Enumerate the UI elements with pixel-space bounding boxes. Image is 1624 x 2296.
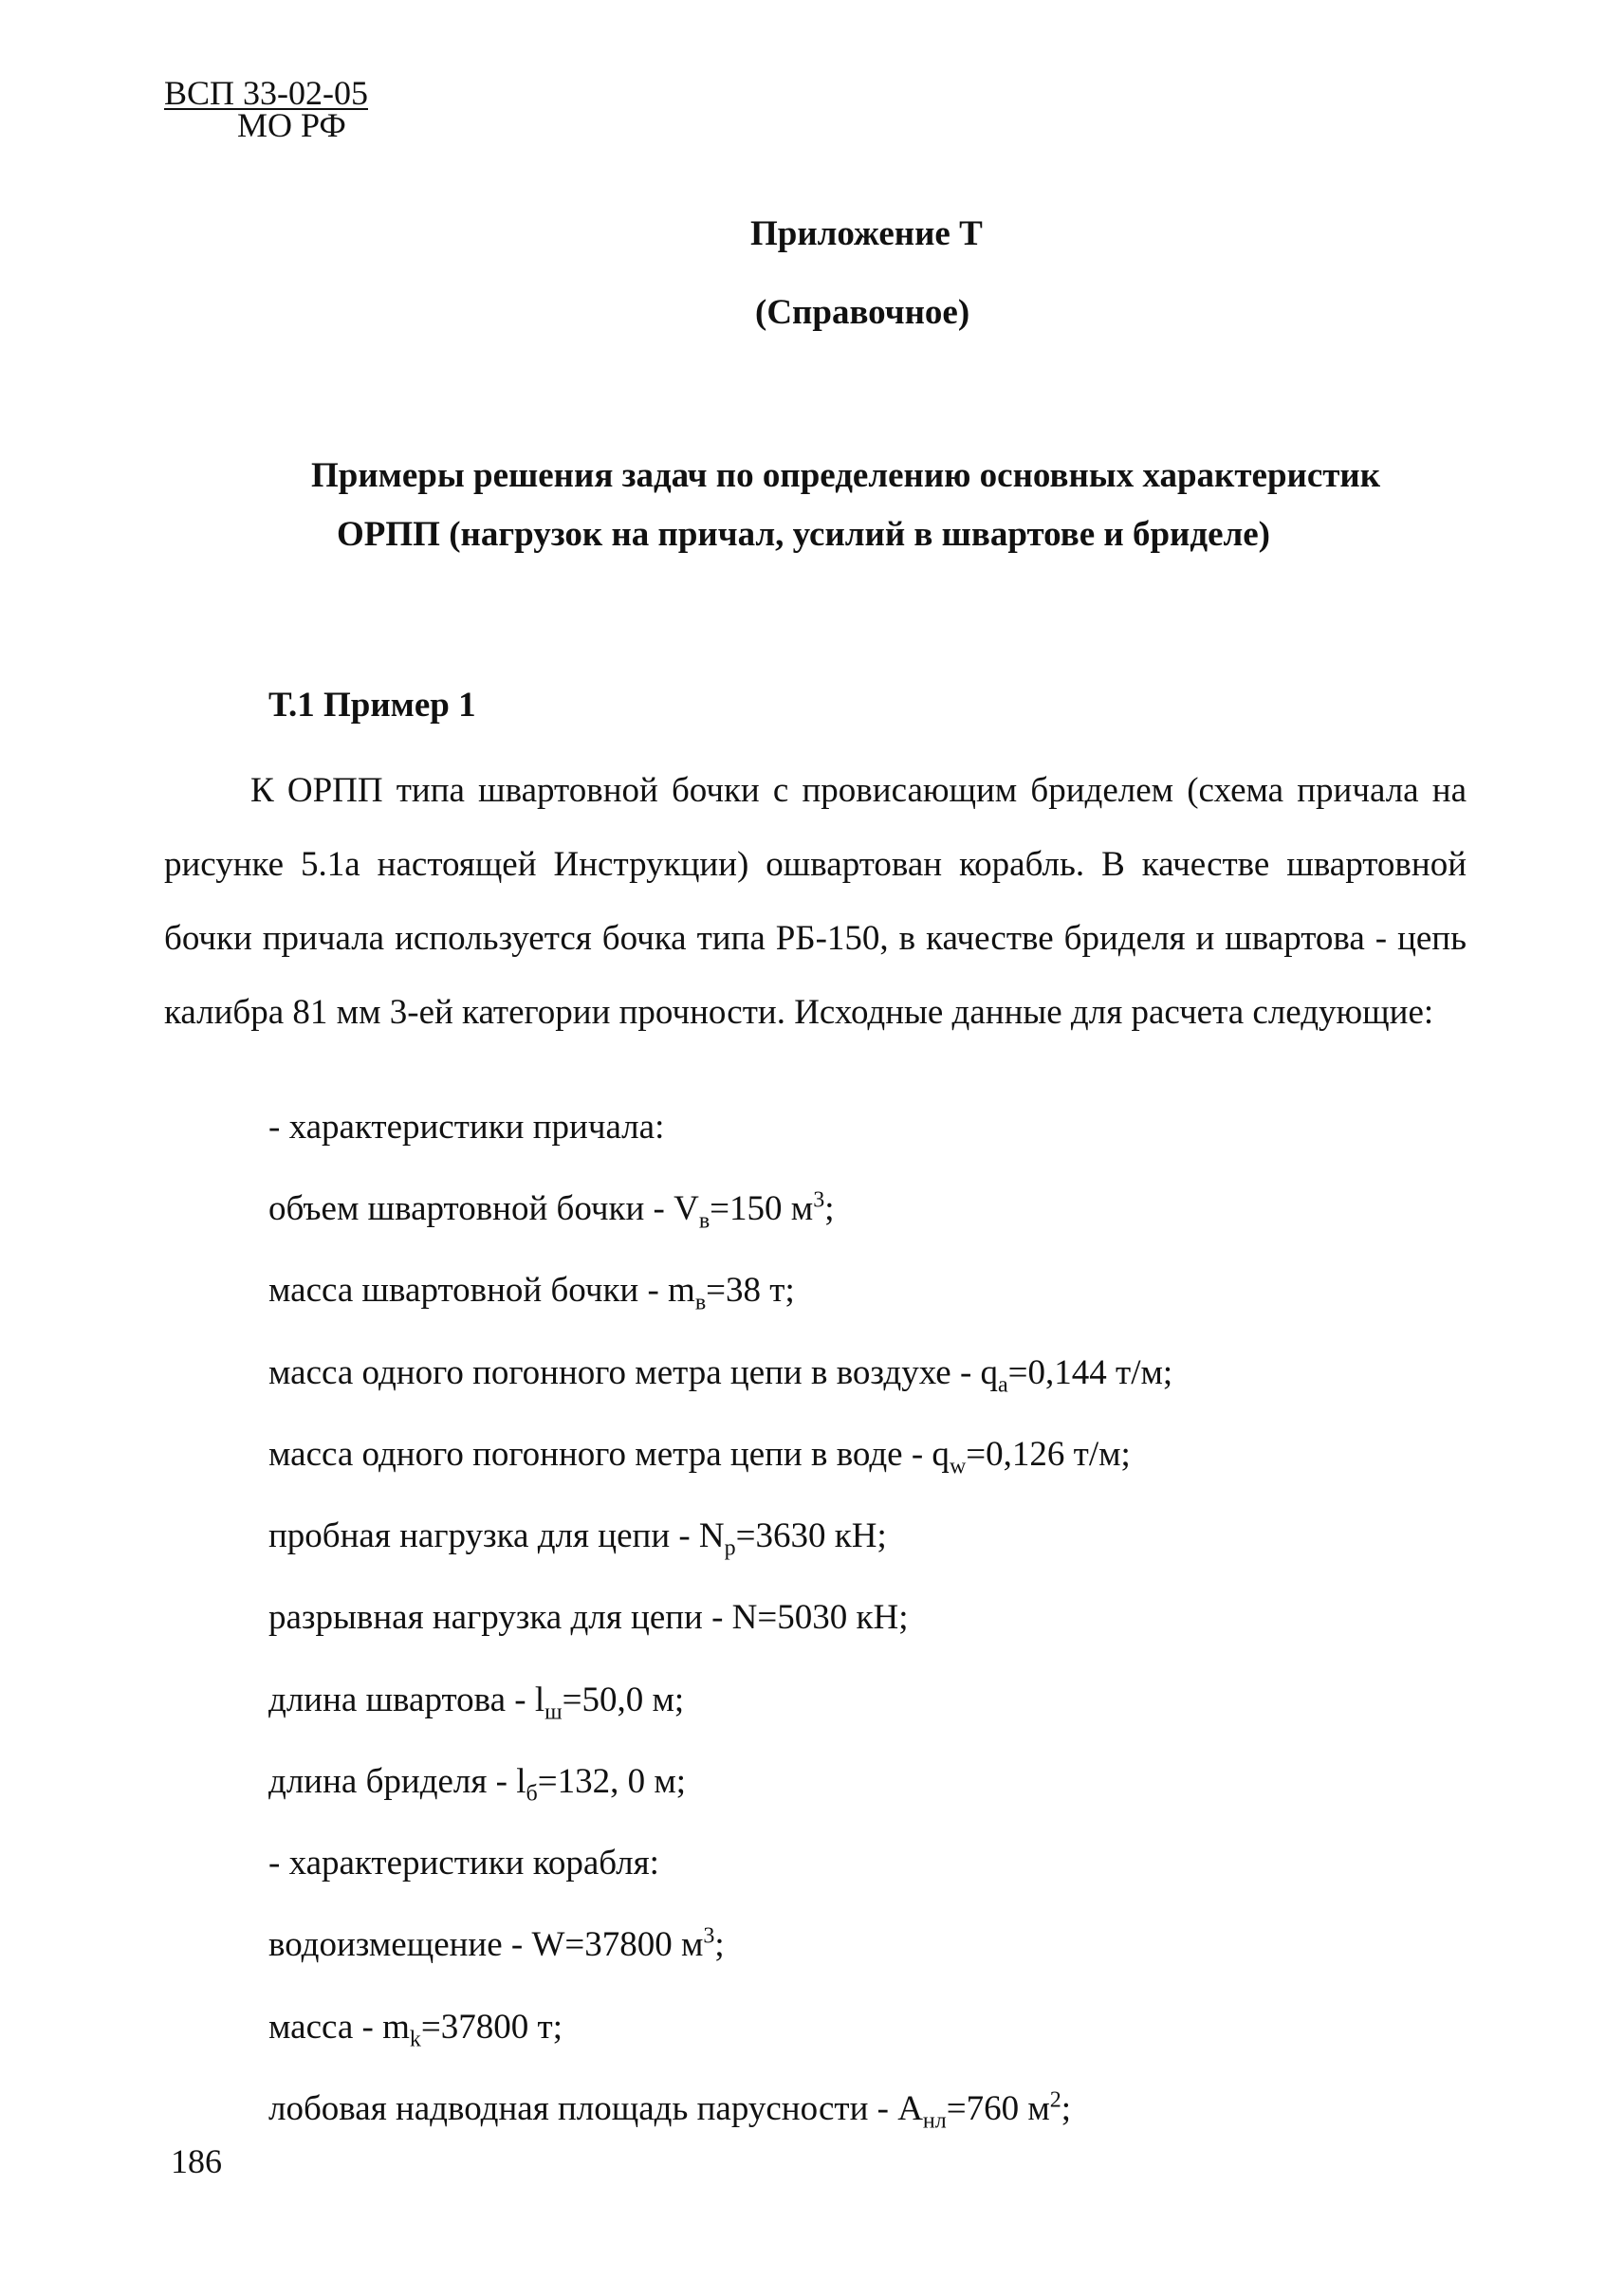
list-item: масса швартовной бочки - $m_в=38$ т;: [268, 1271, 795, 1315]
organization: МО РФ: [237, 106, 346, 144]
page-number: 186: [171, 2142, 222, 2180]
section-heading: Т.1 Пример 1: [268, 686, 476, 725]
list-item: масса одного погонного метра цепи в воде - $q_w=0,126$ т/м;: [268, 1435, 1131, 1479]
appendix-title: Приложение Т: [750, 214, 983, 253]
intro-paragraph: К ОРПП типа швартовной бочки с провисающим бриделем (схема причала на рисунке 5.1а настоящей Инструкции) ошвартован корабль. В качестве швартовной бочки причала используется бочка типа РБ-150, в качестве бриделя и швартова - цепь калибра 81 мм 3-ей категории прочности. Исходные данные для расчета следующие:: [164, 771, 1467, 1032]
document-code: ВСП 33-02-05: [164, 74, 368, 112]
list-item: масса - $m_k=37800$ т;: [268, 2008, 563, 2052]
list-item: - характеристики корабля:: [268, 1844, 659, 1883]
list-item: пробная нагрузка для цепи - $N_p=3630$ кН;: [268, 1516, 887, 1561]
list-item: масса одного погонного метра цепи в воздухе - $q_a=0,144$ т/м;: [268, 1353, 1173, 1398]
list-item: водоизмещение - W=37800 $м^3$;: [268, 1923, 725, 1964]
main-title-line-2: ОРПП (нагрузок на причал, усилий в швартове и бриделе): [337, 515, 1270, 554]
appendix-subtitle: (Справочное): [755, 293, 970, 332]
list-item: длина швартова - $l_ш=50,0$ м;: [268, 1681, 685, 1725]
list-item: разрывная нагрузка для цепи - N=5030 кН;: [268, 1598, 909, 1637]
list-item: объем швартовной бочки - $V_в=150$ $м^3$;: [268, 1187, 835, 1234]
main-title-line-1: Примеры решения задач по определению основных характеристик: [311, 456, 1381, 495]
list-item: лобовая надводная площадь парусности - $A_{нл}=760$ $м^2$;: [268, 2087, 1072, 2134]
list-item: - характеристики причала:: [268, 1108, 665, 1147]
list-item: длина бриделя - $l_б=132$, 0 м;: [268, 1762, 687, 1807]
